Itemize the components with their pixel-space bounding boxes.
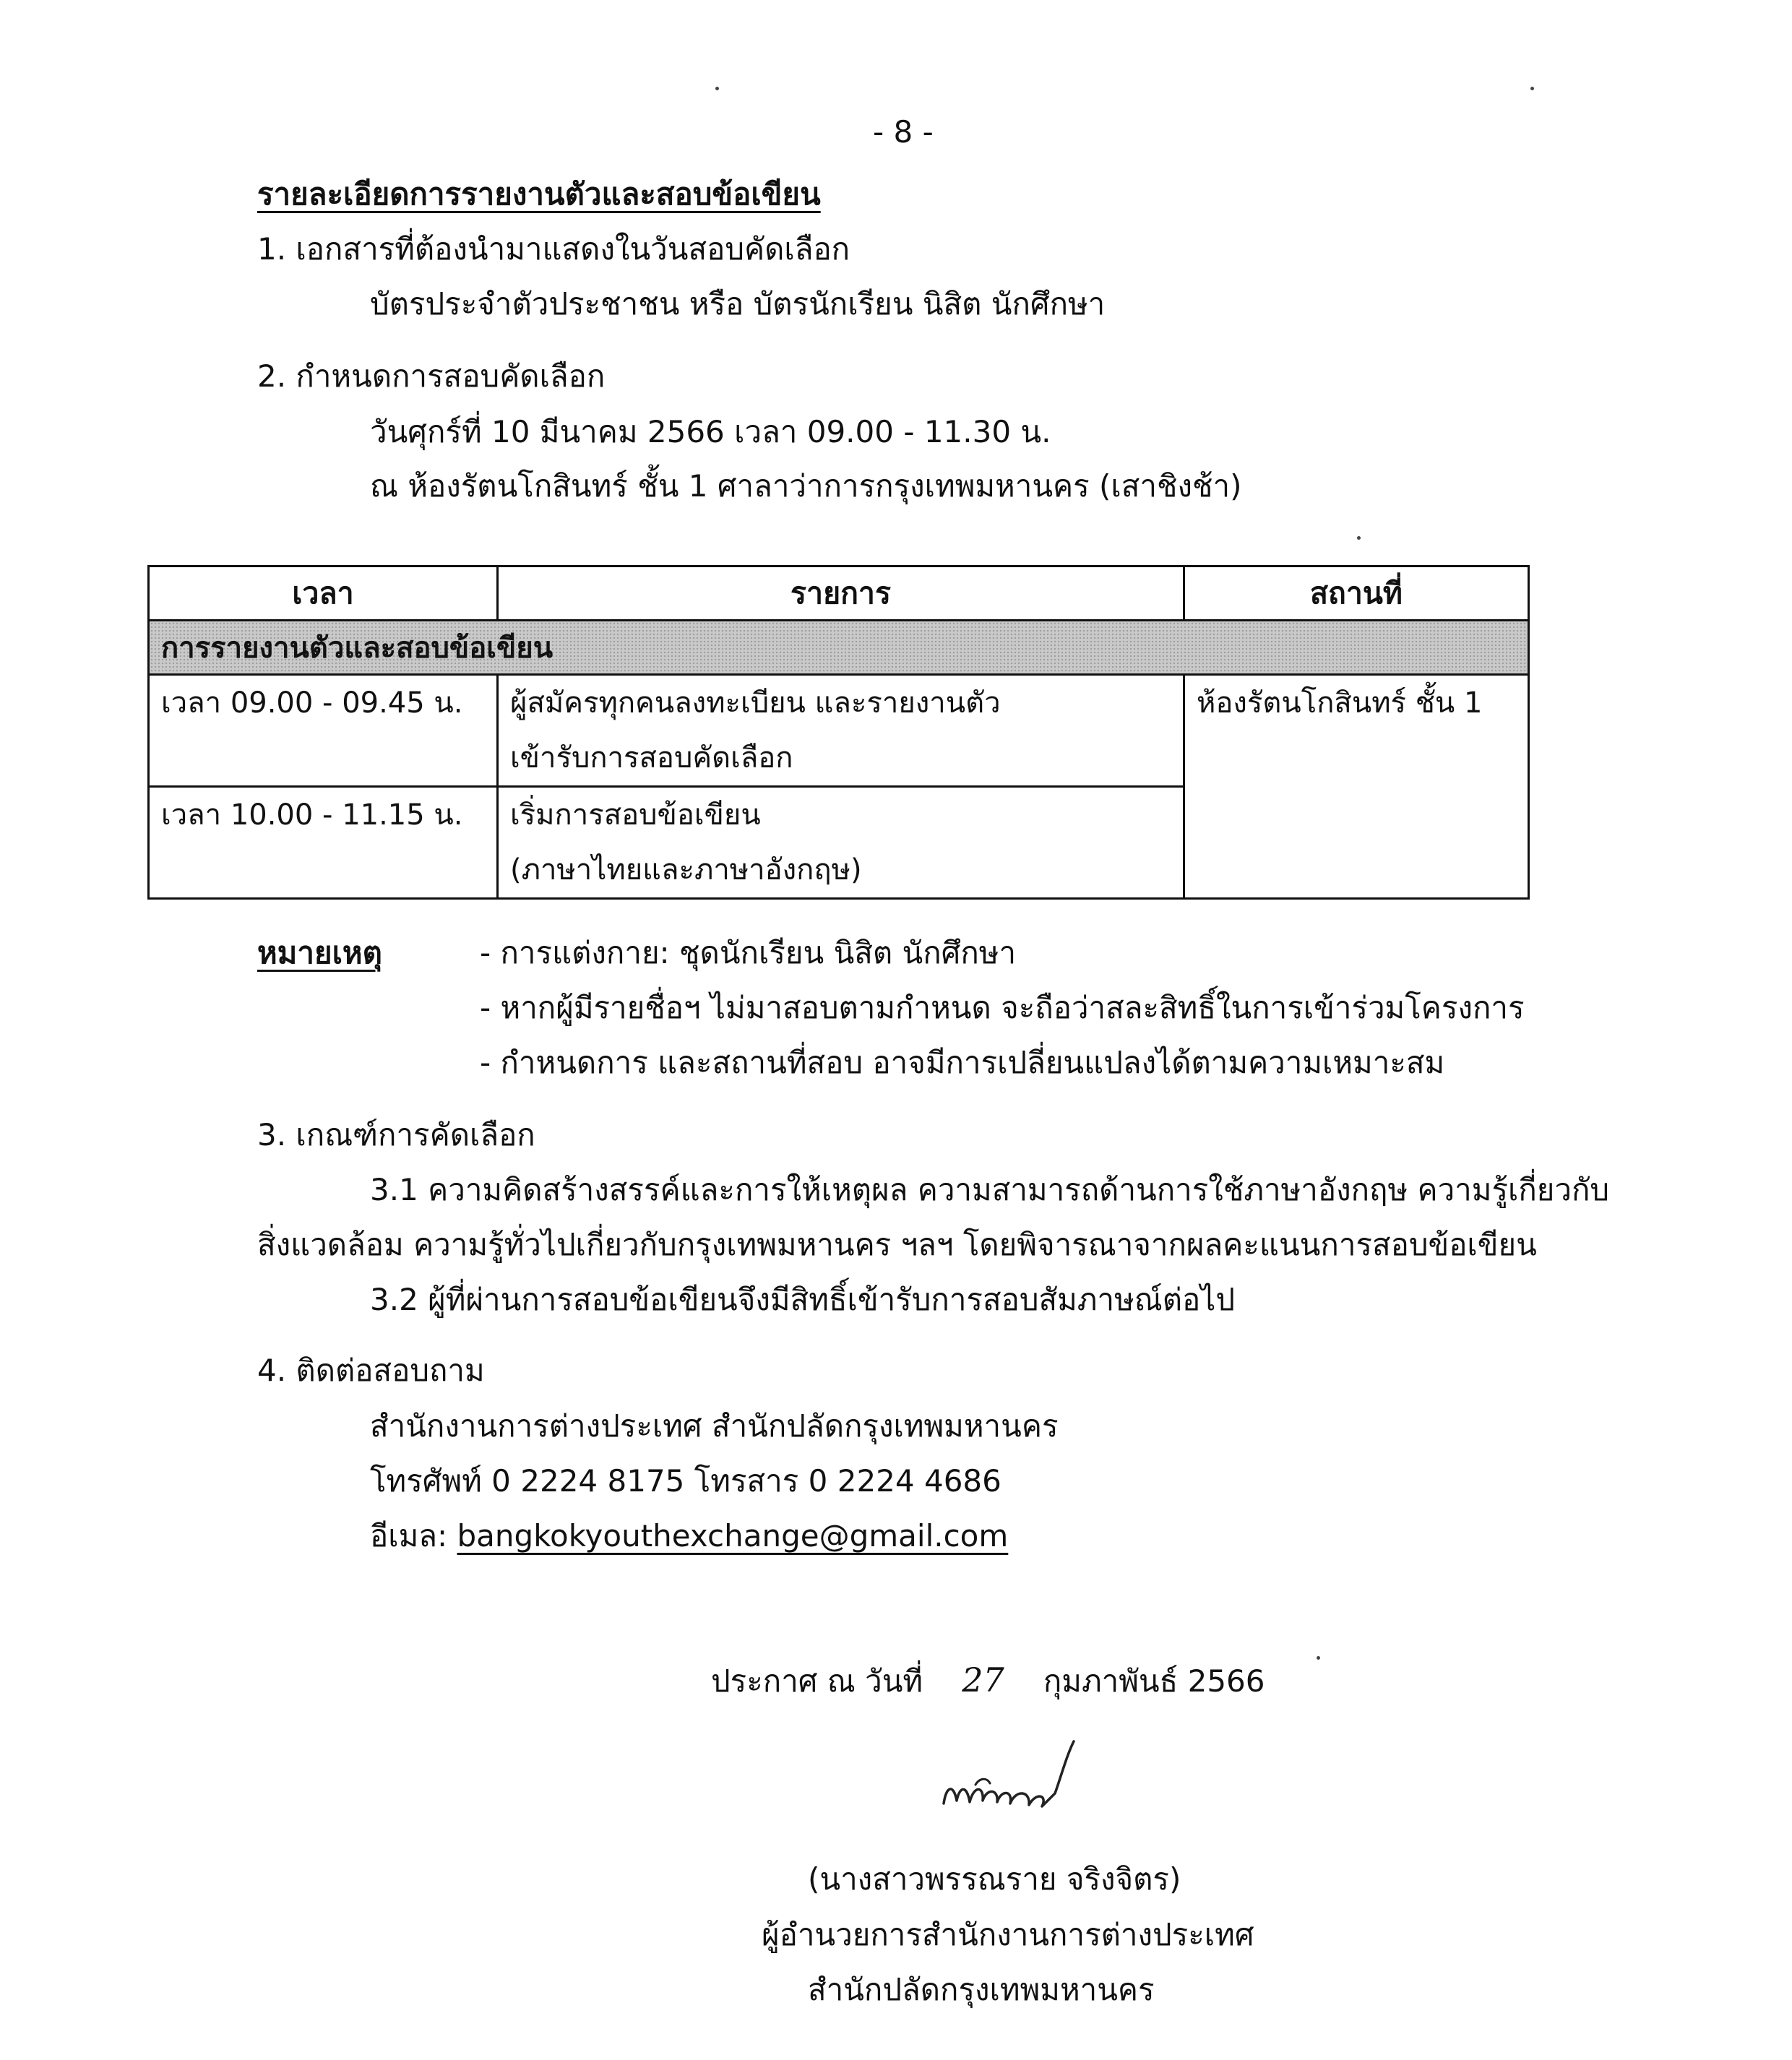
announce-date [711,1660,1265,1699]
email-link[interactable]: bangkokyouthexchange@gmail.com [457,1518,1009,1553]
signatory-org: สำนักปลัดกรุงเทพมหานคร [808,1972,1155,2007]
announce-month-year: กุมภาพันธ์ 2566 [1043,1663,1265,1699]
signatory-position: ผู้อำนวยการสำนักงานการต่างประเทศ [762,1917,1254,1952]
page-number: - 8 - [873,114,934,150]
row-item [498,787,1184,899]
signature-icon [932,1734,1106,1835]
contact-phone: โทรศัพท์ 0 2224 8175 โทรสาร 0 2224 4686 [370,1463,1001,1499]
row-item [498,675,1184,787]
table-row [149,675,1529,787]
remarks-label: หมายเหตุ [257,935,382,970]
signatory-name: (นางสาวพรรณราย จริงจิตร) [808,1861,1181,1897]
section-label: การรายงานตัวและสอบข้อเขียน [149,621,1529,675]
row-place: ห้องรัตนโกสินทร์ ชั้น 1 [1184,675,1529,899]
schedule-table [147,565,1530,900]
row-item-line: (ภาษาไทยและภาษาอังกฤษ) [510,853,862,887]
header-item: รายการ [498,566,1184,621]
criteria-3-1-line2: สิ่งแวดล้อม ความรู้ทั่วไปเกี่ยวกับกรุงเทพมหานคร ฯลฯ โดยพิจารณาจากผลคะแนนการสอบข้อเขียน [257,1227,1537,1262]
header-place: สถานที่ [1184,566,1529,621]
scan-speck [1357,536,1361,540]
remark-item: - กำหนดการ และสถานที่สอบ อาจมีการเปลี่ยนแปลงได้ตามความเหมาะสม [480,1045,1445,1080]
contact-office: สำนักงานการต่างประเทศ สำนักปลัดกรุงเทพมหานคร [370,1408,1059,1444]
row-item-line: เข้ารับการสอบคัดเลือก [510,741,793,775]
row-item-line: ผู้สมัครทุกคนลงทะเบียน และรายงานตัว [510,686,1001,720]
criteria-3-1-line1: 3.1 ความคิดสร้างสรรค์และการให้เหตุผล ความสามารถด้านการใช้ภาษาอังกฤษ ความรู้เกี่ยวกับ [370,1172,1610,1207]
row-item-line: เริ่มการสอบข้อเขียน [510,798,761,832]
row-time: เวลา 10.00 - 11.15 น. [149,787,498,899]
header-time: เวลา [149,566,498,621]
item2-date: วันศุกร์ที่ 10 มีนาคม 2566 เวลา 09.00 - 11.30 น. [370,414,1051,449]
scan-speck [1317,1656,1320,1660]
remark-item: - การแต่งกาย: ชุดนักเรียน นิสิต นักศึกษา [480,935,1017,970]
contact-email-row [370,1518,1009,1553]
remark-item: - หากผู้มีรายชื่อฯ ไม่มาสอบตามกำหนด จะถือว่าสละสิทธิ์ในการเข้าร่วมโครงการ [480,990,1525,1025]
scan-speck [1530,87,1534,90]
item1-title: 1. เอกสารที่ต้องนำมาแสดงในวันสอบคัดเลือก [257,231,850,267]
item4-title: 4. ติดต่อสอบถาม [257,1353,485,1388]
table-section-row [149,621,1529,675]
announce-prefix: ประกาศ ณ วันที่ [711,1663,923,1699]
criteria-3-2: 3.2 ผู้ที่ผ่านการสอบข้อเขียนจึงมีสิทธิ์เข้ารับการสอบสัมภาษณ์ต่อไป [370,1282,1235,1317]
table-header-row [149,566,1529,621]
item2-title: 2. กำหนดการสอบคัดเลือก [257,358,606,394]
item1-detail: บัตรประจำตัวประชาชน หรือ บัตรนักเรียน นิสิต นักศึกษา [370,286,1106,322]
item2-place: ณ ห้องรัตนโกสินทร์ ชั้น 1 ศาลาว่าการกรุงเทพมหานคร (เสาชิงช้า) [370,468,1242,504]
announce-day: 27 [962,1660,1004,1699]
section-heading: รายละเอียดการรายงานตัวและสอบข้อเขียน [257,176,821,212]
email-label: อีเมล: [370,1518,457,1553]
item3-title: 3. เกณฑ์การคัดเลือก [257,1117,535,1152]
scan-speck [715,87,719,90]
row-time: เวลา 09.00 - 09.45 น. [149,675,498,787]
